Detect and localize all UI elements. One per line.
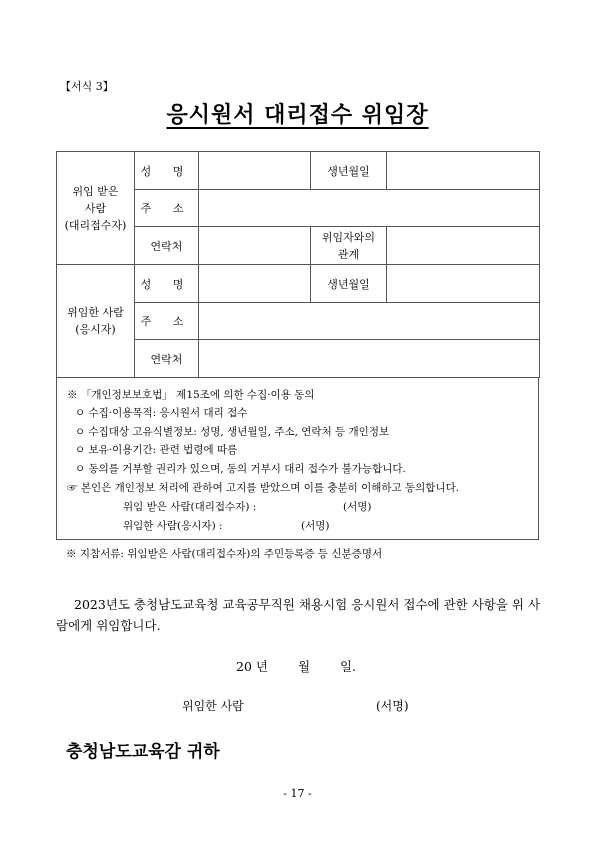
consent-sign-delegate	[123, 498, 372, 517]
delegate-contact-field[interactable]	[199, 227, 311, 265]
delegate-name-label: 성 명	[135, 152, 199, 190]
consent-sign-delegate-label: 위임 받은 사람(대리접수자) :	[123, 501, 257, 513]
delegate-contact-label: 연락처	[135, 227, 199, 265]
consent-items	[75, 404, 406, 478]
delegate-group-line: (대리접수자)	[64, 218, 127, 232]
relation-label	[311, 227, 387, 265]
delegate-group-line: 위임 받은	[72, 184, 119, 198]
privacy-consent-box	[56, 378, 539, 540]
applicant-birth-field[interactable]	[387, 265, 540, 303]
consent-sign-applicant-mark[interactable]: (서명)	[301, 520, 330, 532]
relation-label-line: 관계	[337, 247, 360, 261]
consent-item: ㅇ 보유·이용기간: 관련 법령에 따름	[75, 444, 238, 456]
consent-title: ※ 「개인정보보호법」 제15조에 의한 수집·이용 동의	[67, 389, 315, 401]
delegate-address-label: 주 소	[135, 190, 199, 227]
date-day[interactable]: 일.	[339, 659, 357, 674]
delegate-group-header	[57, 152, 135, 265]
delegation-statement: 2023년도 충청남도교육청 교육공무직원 채용시험 응시원서 접수에 관한 사항을 위 사람에게 위임합니다.	[56, 597, 541, 633]
consent-sign-applicant-label: 위임한 사람(응시자) :	[123, 520, 223, 532]
relation-label-line: 위임자와의	[321, 230, 376, 244]
recipient-line: 충청남도교육감 귀하	[66, 742, 220, 762]
date-line	[236, 657, 356, 675]
applicant-contact-field[interactable]	[199, 340, 540, 378]
applicant-birth-label: 생년월일	[311, 265, 387, 303]
delegate-birth-label: 생년월일	[311, 152, 387, 190]
date-year[interactable]: 20 년	[236, 659, 268, 674]
page-number: - 17 -	[283, 787, 312, 800]
consent-item: ㅇ 동의를 거부할 권리가 있으며, 동의 거부시 대리 접수가 불가능합니다.	[75, 462, 406, 475]
signer-signature-mark[interactable]: (서명)	[376, 699, 409, 713]
applicant-address-field[interactable]	[199, 303, 540, 340]
applicant-address-label: 주 소	[135, 303, 199, 340]
delegate-address-field[interactable]	[199, 190, 540, 227]
consent-sign-delegate-mark[interactable]: (서명)	[343, 501, 372, 513]
applicant-name-field[interactable]	[199, 265, 311, 303]
signer-label: 위임한 사람	[182, 699, 244, 713]
date-month[interactable]: 월	[297, 659, 311, 674]
delegate-name-field[interactable]	[199, 152, 311, 190]
consent-sign-applicant	[123, 517, 330, 536]
delegation-form-table	[56, 151, 540, 378]
consent-item: ㅇ 수집대상 고유식별정보: 성명, 생년월일, 주소, 연락처 등 개인정보	[75, 425, 390, 438]
applicant-name-label: 성 명	[135, 265, 199, 303]
page-title	[0, 98, 595, 129]
form-number-label: 【서식 3】	[60, 80, 114, 93]
delegate-birth-field[interactable]	[387, 152, 540, 190]
consent-item: ㅇ 수집·이용목적: 응시원서 대리 접수	[75, 407, 248, 419]
relation-field[interactable]	[387, 227, 540, 265]
applicant-group-header	[57, 265, 135, 378]
applicant-contact-label: 연락처	[135, 340, 199, 378]
applicant-group-line: (응시자)	[75, 323, 116, 336]
page-title-text: 응시원서 대리접수 위임장	[166, 103, 429, 128]
attachment-note: ※ 지참서류: 위임받은 사람(대리접수자)의 주민등록증 등 신분증명서	[66, 548, 383, 560]
delegate-group-line: 사람	[84, 201, 107, 215]
consent-agree-statement: ☞ 본인은 개인정보 처리에 관하여 고지를 받았으며 이를 충분히 이해하고 동의합니다.	[67, 482, 460, 494]
applicant-group-line: 위임한 사람	[67, 306, 124, 319]
